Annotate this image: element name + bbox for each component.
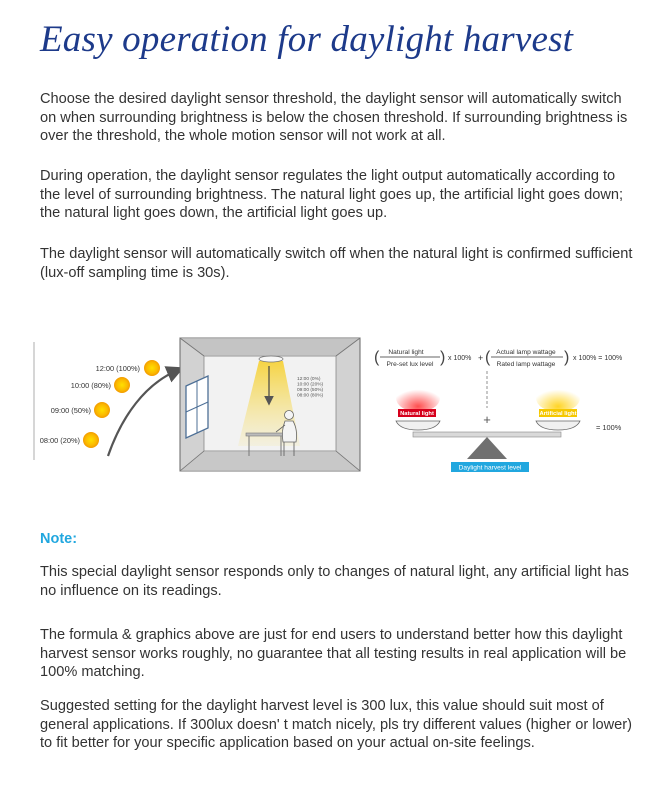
window (186, 376, 208, 438)
formula-numerator-actual: Actual lamp wattage (496, 349, 556, 356)
formula (374, 349, 622, 368)
note-heading: Note: (40, 531, 78, 547)
natural-light-glow (396, 384, 440, 412)
note-paragraph-suggested-setting: Suggested setting for the daylight harvest level is 300 lux, this value should suit most of general applications. If 300lux doesn' t match nicely, pls try different values (higher or lower) to fit better for your specific application based on your actual on-site feelings. (40, 698, 632, 751)
left-pan (396, 421, 440, 430)
artificial-light-tag-label: Artificial light (539, 411, 577, 418)
sun-time-label: 08:00 (20%) (39, 436, 80, 445)
sun-time-label: 09:00 (50%) (50, 406, 91, 415)
formula-denominator-rated: Rated lamp wattage (496, 361, 556, 368)
room-reading: 10:00 (20%) (297, 382, 324, 388)
natural-light-tag-label: Natural light (400, 411, 434, 418)
balance-plus: + (483, 412, 491, 427)
formula-denominator-preset: Pre-set lux level (386, 361, 434, 368)
note-paragraph-sensor: This special daylight sensor responds only to changes of natural light, any artificial light has no influence on its readings. (40, 564, 629, 599)
sun-time-label: 12:00 (100%) (95, 364, 140, 373)
svg-text:): ) (564, 349, 570, 366)
svg-text:(: ( (485, 349, 491, 366)
room-illustration (180, 338, 360, 471)
formula-multiplier-2: x 100% = 100% (573, 355, 623, 362)
svg-text:(: ( (374, 349, 380, 366)
sun-icon (144, 360, 160, 376)
balance-scale (396, 371, 622, 472)
right-pan (536, 421, 580, 430)
sun-icon (94, 402, 110, 418)
room-reading: 09:00 (50%) (297, 388, 324, 393)
intro-paragraph-regulation: During operation, the daylight sensor regulates the light output automatically according to the level of surrounding brightness. The natural light goes up, the artificial light goes down; the natural light goes down, the artificial light goes up. (40, 168, 624, 221)
daylight-harvest-diagram (0, 336, 650, 496)
artificial-light-glow (536, 384, 580, 412)
sun-marker-1000 (71, 377, 130, 393)
sun-icon (114, 377, 130, 393)
intro-paragraph-threshold: Choose the desired daylight sensor threshold, the daylight sensor will automatically switch on when surrounding brightness is below the chosen threshold. If surrounding brightness is over the threshold, the whole motion sensor will not work at all. (40, 91, 628, 144)
sun-marker-0800 (40, 432, 99, 448)
balance-beam (413, 432, 561, 437)
formula-numerator-natural: Natural light (388, 349, 424, 356)
daylight-harvest-level-label: Daylight harvest level (458, 464, 522, 472)
room-reading: 12:00 (0%) (297, 377, 321, 382)
sun-icon (83, 432, 99, 448)
svg-text:): ) (440, 349, 446, 366)
page-title: Easy operation for daylight harvest (40, 19, 574, 60)
ceiling-lamp-icon (259, 356, 283, 362)
fulcrum (467, 437, 507, 459)
sun-time-label: 10:00 (80%) (70, 381, 111, 390)
intro-paragraph-switch-off: The daylight sensor will automatically switch off when the natural light is confirmed sufficient (lux-off sampling time is 30s). (40, 246, 633, 281)
sun-marker-0900 (51, 402, 110, 418)
room-reading: 08:00 (80%) (297, 393, 324, 399)
formula-plus: + (478, 353, 484, 363)
formula-multiplier-1: x 100% (448, 355, 472, 362)
note-paragraph-disclaimer: The formula & graphics above are just for end users to understand better how this daylight harvest sensor works roughly, no guarantee that all testing results in real application will be 100% matching. (40, 627, 627, 680)
sun-marker-1200 (96, 360, 160, 376)
balance-result: = 100% (596, 423, 622, 432)
